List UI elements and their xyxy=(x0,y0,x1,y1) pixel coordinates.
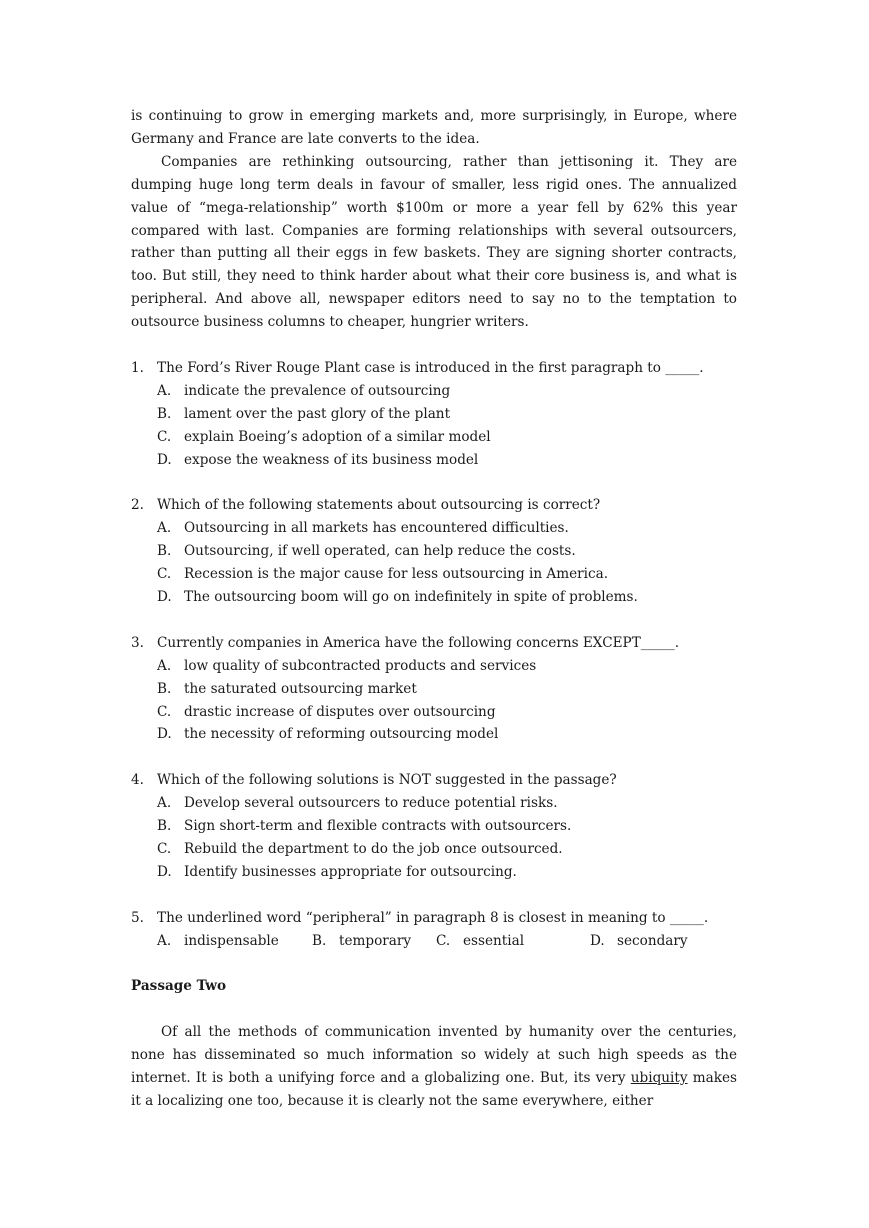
paragraph-text: Of all the methods of communication invented by humanity over the centuries, none has disseminated so much information so widely at such high speeds as the internet. It is both a unifying force and a globalizing one. But, its very xyxy=(131,1024,737,1086)
question-number: 1. xyxy=(131,359,144,376)
option-text: Recession is the major cause for less outsourcing in America. xyxy=(184,566,609,583)
option-d xyxy=(131,449,737,472)
question-number: 5. xyxy=(131,909,144,926)
option-a xyxy=(131,792,737,815)
option-text: Sign short-term and flexible contracts with outsourcers. xyxy=(184,818,572,835)
option-text: Outsourcing, if well operated, can help reduce the costs. xyxy=(184,543,576,560)
option-letter: D. xyxy=(157,589,172,605)
question-1 xyxy=(131,357,737,472)
option-b xyxy=(131,815,737,838)
option-d xyxy=(131,861,737,884)
option-row xyxy=(131,930,737,953)
option-a xyxy=(131,655,737,678)
option-text: secondary xyxy=(617,932,688,949)
option-text: expose the weakness of its business model xyxy=(184,451,479,468)
option-c xyxy=(436,930,590,953)
option-b xyxy=(312,930,436,953)
option-c xyxy=(131,563,737,586)
option-text: Identify businesses appropriate for outsourcing. xyxy=(184,863,517,880)
option-text: Develop several outsourcers to reduce potential risks. xyxy=(184,795,558,812)
passage-two-paragraph-1 xyxy=(131,1021,737,1113)
option-letter: B. xyxy=(157,680,172,697)
option-b xyxy=(131,678,737,701)
question-stem xyxy=(131,769,737,792)
option-text: indicate the prevalence of outsourcing xyxy=(184,382,451,399)
option-text: indispensable xyxy=(184,932,279,949)
spacer xyxy=(131,884,737,907)
option-letter: C. xyxy=(157,840,172,857)
question-5 xyxy=(131,907,737,953)
spacer xyxy=(131,746,737,769)
passage-one-final-paragraph: Companies are rethinking outsourcing, rather than jettisoning it. They are dumping huge long term deals in favour of smaller, less rigid ones. The annualized value of “mega-relationship” worth $100m or more a year fell by 62% this year compared with last. Companies are forming relationships with several outsourcers, rather than putting all their eggs in few baskets. They are signing shorter contracts, too. But still, they need to think harder about what their core business is, and what is peripheral. And above all, newspaper editors need to say no to the temptation to outsource business columns to cheaper, hungrier writers. xyxy=(131,153,737,331)
option-text: temporary xyxy=(339,932,412,949)
option-letter: D. xyxy=(157,863,172,880)
option-letter: B. xyxy=(157,818,172,835)
option-d xyxy=(131,586,737,609)
option-a xyxy=(157,930,312,953)
question-stem xyxy=(131,907,737,930)
option-letter: D. xyxy=(157,726,172,743)
option-text: Outsourcing in all markets has encountered difficulties. xyxy=(184,520,569,537)
option-a xyxy=(131,380,737,403)
option-text: explain Boeing’s adoption of a similar model xyxy=(184,428,491,445)
option-text: drastic increase of disputes over outsourcing xyxy=(184,703,496,720)
option-letter: D. xyxy=(590,932,605,949)
option-letter: C. xyxy=(157,703,172,720)
question-text: Which of the following statements about outsourcing is correct? xyxy=(157,497,601,514)
option-b xyxy=(131,540,737,563)
spacer xyxy=(131,609,737,632)
option-letter: D. xyxy=(157,451,172,468)
option-letter: A. xyxy=(157,520,172,537)
option-letter: C. xyxy=(157,428,172,445)
option-letter: A. xyxy=(157,795,172,812)
page-content xyxy=(131,105,737,1113)
underlined-word: ubiquity xyxy=(630,1069,688,1086)
option-text: the necessity of reforming outsourcing model xyxy=(184,726,499,743)
question-2 xyxy=(131,494,737,609)
spacer xyxy=(131,952,737,975)
question-stem xyxy=(131,632,737,655)
spacer xyxy=(131,471,737,494)
option-text: low quality of subcontracted products and services xyxy=(184,657,537,674)
option-text: Rebuild the department to do the job once outsourced. xyxy=(184,840,563,857)
question-number: 2. xyxy=(131,497,144,514)
option-c xyxy=(131,838,737,861)
question-3 xyxy=(131,632,737,747)
question-number: 3. xyxy=(131,634,144,651)
question-stem xyxy=(131,494,737,517)
option-text: essential xyxy=(463,932,525,949)
option-letter: B. xyxy=(157,543,172,560)
option-letter: B. xyxy=(312,932,327,949)
option-d xyxy=(590,930,688,953)
passage-one-paragraph-tail: is continuing to grow in emerging markets and, more surprisingly, in Europe, where Germany and France are late converts to the idea. xyxy=(131,108,737,147)
option-text: lament over the past glory of the plant xyxy=(184,405,451,422)
question-stem xyxy=(131,357,737,380)
question-text: The underlined word “peripheral” in paragraph 8 is closest in meaning to _____. xyxy=(157,909,709,926)
option-b xyxy=(131,403,737,426)
option-letter: C. xyxy=(436,932,451,949)
option-letter: A. xyxy=(157,932,172,949)
option-c xyxy=(131,701,737,724)
question-4 xyxy=(131,769,737,884)
option-letter: A. xyxy=(157,657,172,674)
passage-two-title: Passage Two xyxy=(131,978,227,995)
paragraph-text: makes it a localizing one too, because it is clearly not the same everywhere, either xyxy=(131,1069,738,1109)
question-text: Currently companies in America have the following concerns EXCEPT_____. xyxy=(157,634,680,651)
option-a xyxy=(131,517,737,540)
option-c xyxy=(131,426,737,449)
spacer xyxy=(131,334,737,357)
option-letter: C. xyxy=(157,566,172,583)
question-text: Which of the following solutions is NOT suggested in the passage? xyxy=(157,772,617,789)
option-text: the saturated outsourcing market xyxy=(184,680,417,697)
question-text: The Ford’s River Rouge Plant case is introduced in the first paragraph to _____. xyxy=(157,359,704,376)
option-letter: B. xyxy=(157,405,172,422)
spacer xyxy=(131,998,737,1021)
option-letter: A. xyxy=(157,382,172,399)
option-d xyxy=(131,723,737,746)
question-number: 4. xyxy=(131,772,144,789)
option-text: The outsourcing boom will go on indefinitely in spite of problems. xyxy=(184,589,638,605)
